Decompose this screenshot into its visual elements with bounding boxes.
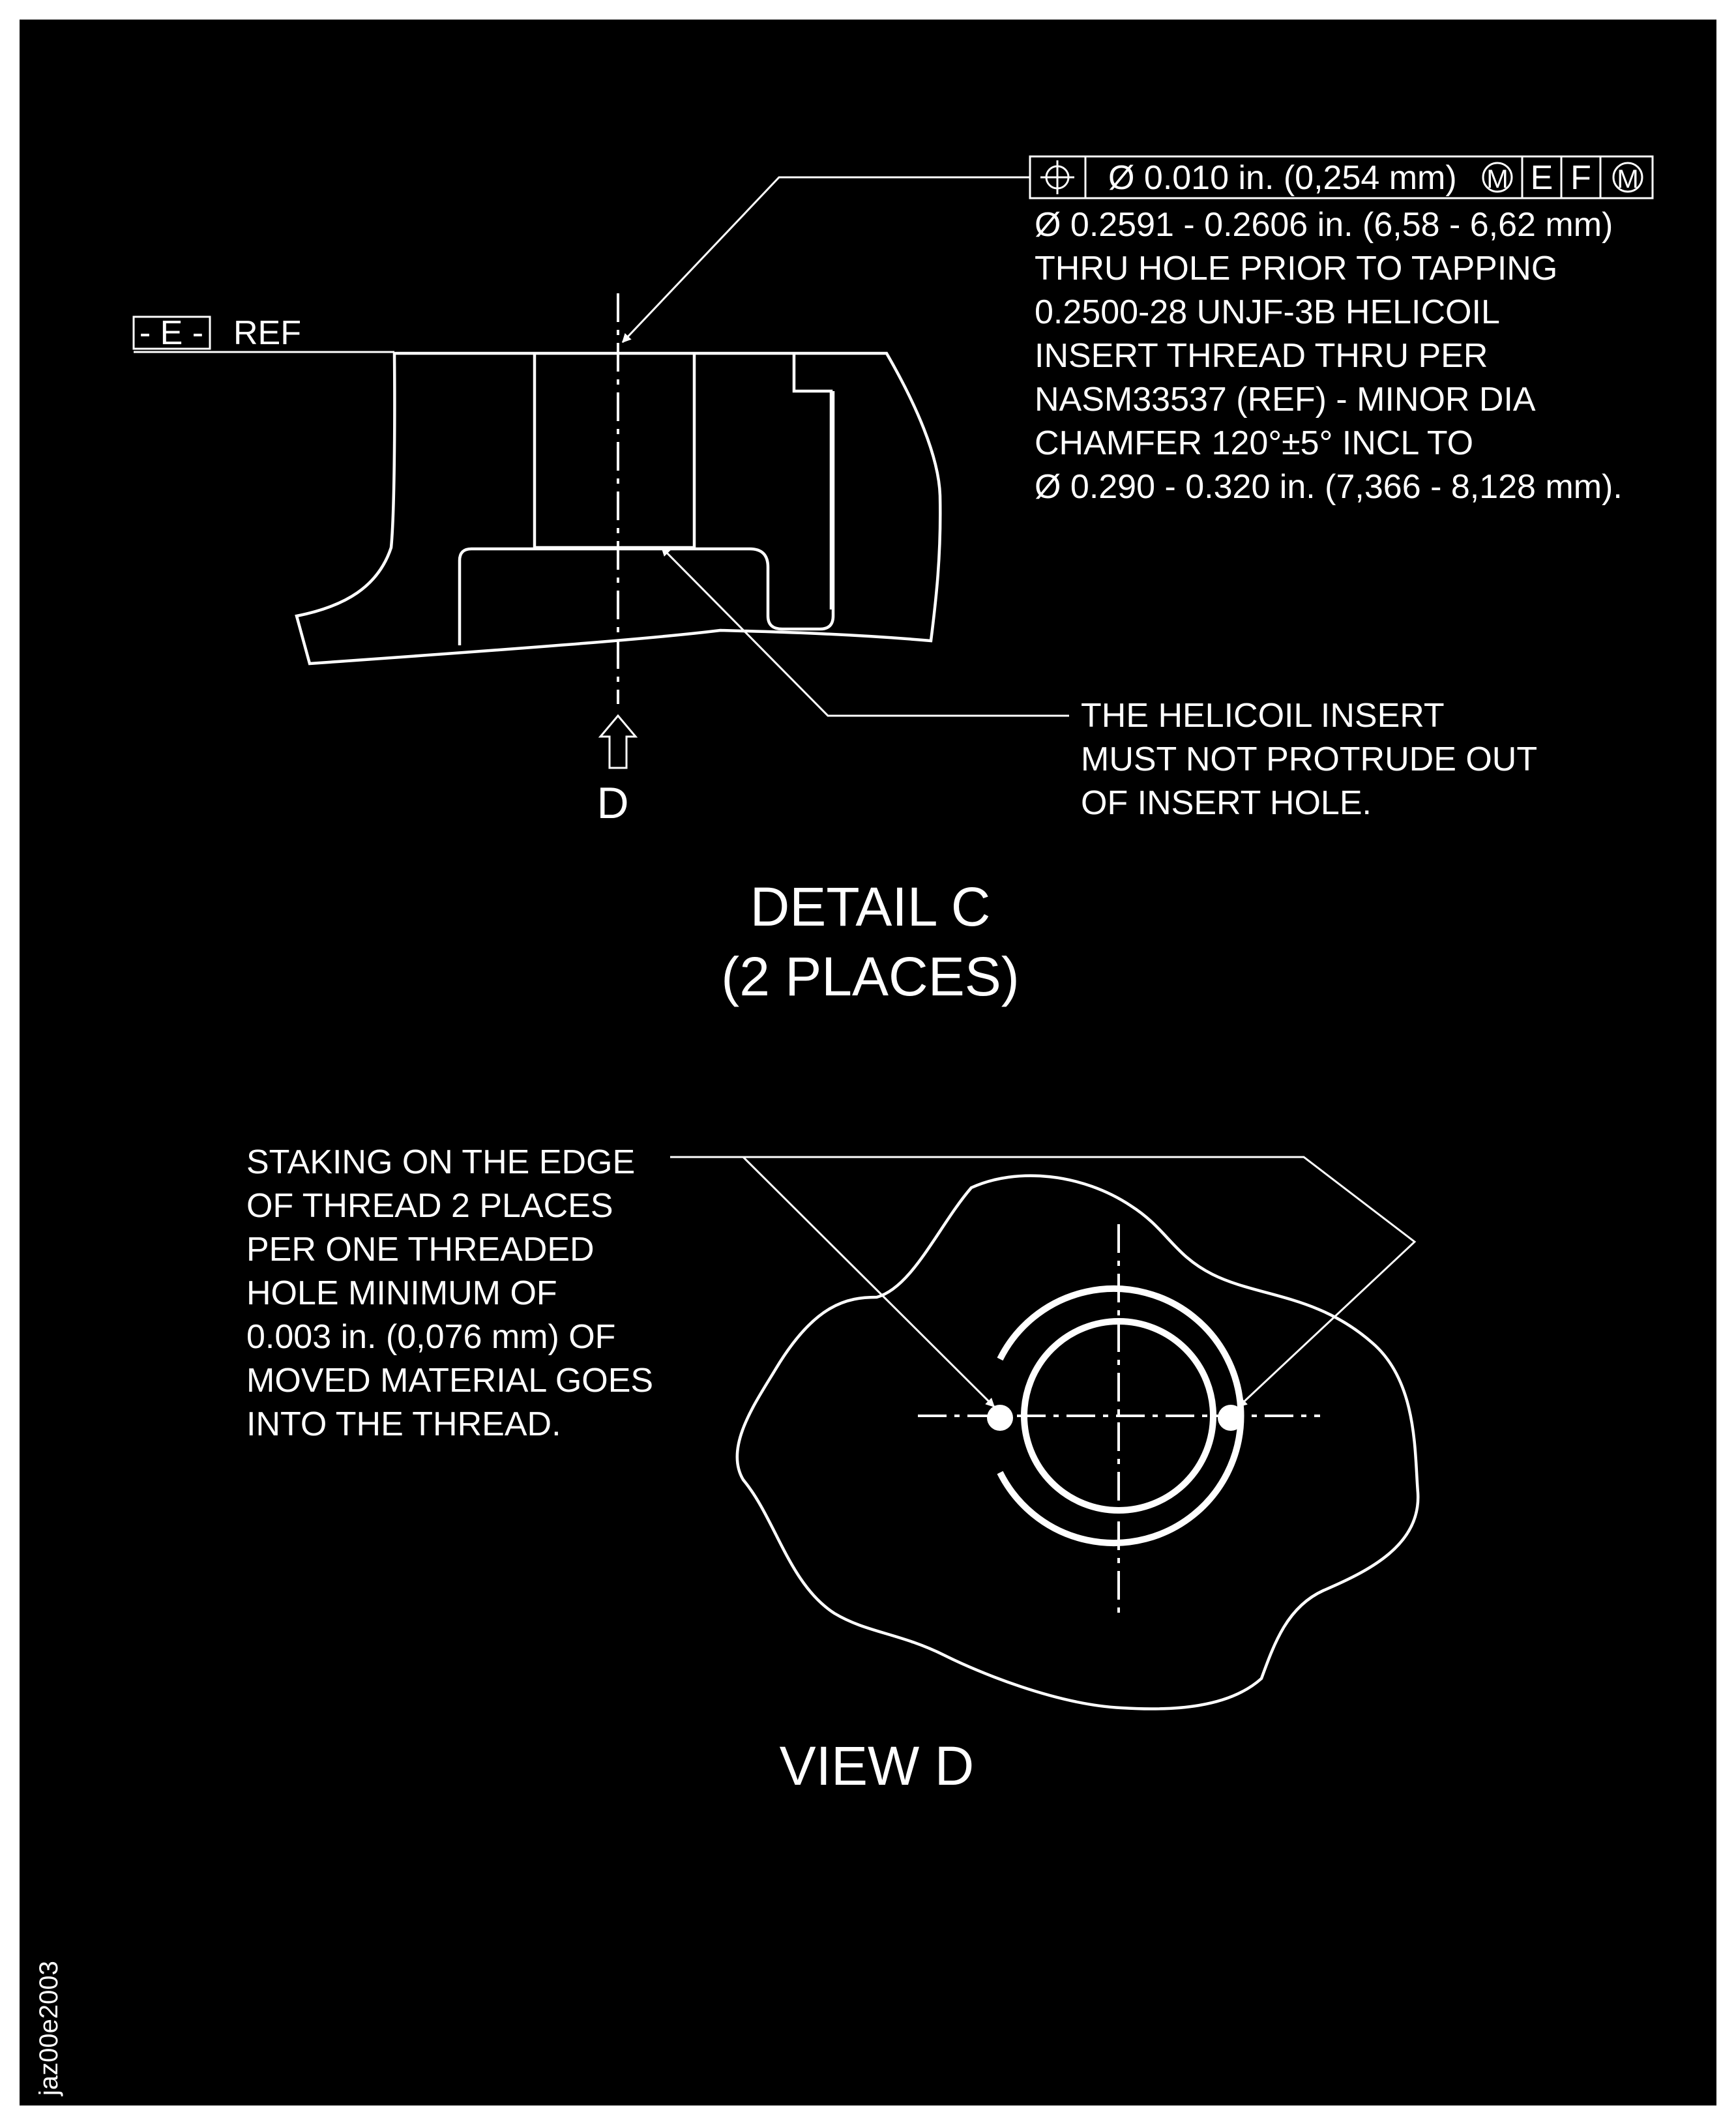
hole-note-line: NASM33537 (REF) - MINOR DIA — [1035, 381, 1536, 418]
staking-note-line: PER ONE THREADED — [246, 1231, 595, 1269]
staking-note-line: STAKING ON THE EDGE — [246, 1143, 636, 1181]
staking-note-line: OF THREAD 2 PLACES — [246, 1187, 613, 1225]
hole-note-line: Ø 0.2591 - 0.2606 in. (6,58 - 6,62 mm) — [1035, 206, 1613, 244]
hole-note-line: INSERT THREAD THRU PER — [1035, 337, 1488, 375]
staking-note-line: MOVED MATERIAL GOES — [246, 1362, 654, 1400]
staking-note-line: HOLE MINIMUM OF — [246, 1274, 557, 1312]
datum-ref-label: REF — [233, 314, 301, 352]
detail-c-title: DETAIL C — [750, 876, 991, 937]
drawing-id: jaz00e2003 — [35, 1961, 63, 2096]
hole-note-line: Ø 0.290 - 0.320 in. (7,366 - 8,128 mm). — [1035, 468, 1623, 506]
hole-note-line: CHAMFER 120°±5° INCL TO — [1035, 424, 1474, 462]
position-tolerance-value: Ø 0.010 in. (0,254 mm) — [1108, 159, 1457, 197]
datum-e-label: - E - — [139, 314, 204, 352]
staking-note-line: INTO THE THREAD. — [246, 1405, 561, 1443]
detail-c-subtitle: (2 PLACES) — [721, 946, 1020, 1007]
staking-point-right — [1218, 1405, 1244, 1431]
insert-note-line: MUST NOT PROTRUDE OUT — [1081, 741, 1538, 778]
mmc-modifier-1: M — [1486, 165, 1508, 194]
insert-note-line: OF INSERT HOLE. — [1081, 784, 1372, 822]
datum-f-cell: F — [1570, 159, 1591, 197]
staking-note-line: 0.003 in. (0,076 mm) OF — [246, 1318, 616, 1356]
view-d-arrow-label: D — [596, 778, 629, 828]
datum-e-cell: E — [1530, 159, 1553, 197]
staking-point-left — [987, 1405, 1013, 1431]
mmc-modifier-2: M — [1617, 165, 1639, 194]
view-d-title: VIEW D — [779, 1735, 975, 1797]
insert-note-line: THE HELICOIL INSERT — [1081, 697, 1445, 735]
hole-note-line: THRU HOLE PRIOR TO TAPPING — [1035, 250, 1558, 287]
hole-note-line: 0.2500-28 UNJF-3B HELICOIL — [1035, 293, 1500, 331]
